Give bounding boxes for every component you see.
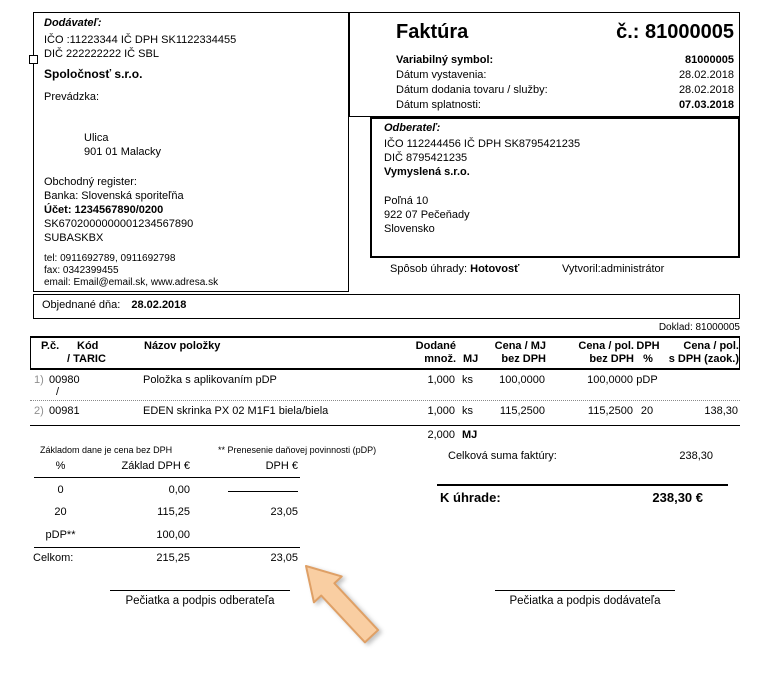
delivery-date-label: Dátum dodania tovaru / služby: bbox=[396, 84, 548, 96]
supplier-box bbox=[33, 12, 349, 292]
vat-0-base: 0,00 bbox=[168, 484, 190, 496]
sum-unit: MJ bbox=[462, 429, 478, 441]
supplier-label: Dodávateľ: bbox=[44, 17, 102, 29]
document-ref-label: Doklad: bbox=[658, 322, 693, 333]
col-price-mj-1: Cena / MJ bbox=[494, 340, 546, 352]
col-mj: MJ bbox=[463, 353, 479, 365]
item-2-line-price: 115,2500 bbox=[587, 405, 633, 417]
signature-supplier: Pečiatka a podpis dodávateľa bbox=[495, 590, 675, 607]
signature-customer: Pečiatka a podpis odberateľa bbox=[110, 590, 290, 607]
col-pc: P.č. bbox=[41, 340, 60, 352]
vat-head-vat: DPH € bbox=[265, 460, 298, 472]
item-2-code: 00981 bbox=[49, 405, 80, 417]
ordered-label: Objednané dňa: bbox=[42, 299, 121, 311]
totals-divider bbox=[437, 484, 728, 486]
col-name: Názov položky bbox=[144, 340, 221, 352]
vat-total-row bbox=[33, 552, 300, 567]
col-taric: / TARIC bbox=[67, 353, 106, 365]
vat-zero-dash bbox=[228, 491, 298, 492]
invoice-title: Faktúra bbox=[396, 21, 469, 43]
vat-head-pct: % bbox=[55, 460, 66, 472]
item-row-1 bbox=[30, 370, 740, 401]
supplier-street: Ulica bbox=[84, 132, 109, 144]
invoice-number: č.: 81000005 bbox=[616, 21, 734, 43]
vat-head-base: Základ DPH € bbox=[121, 460, 190, 472]
col-qty-2: množ. bbox=[424, 353, 456, 365]
created-by bbox=[562, 263, 664, 275]
due-date-value: 07.03.2018 bbox=[678, 99, 734, 111]
vat-row-pdp bbox=[33, 529, 300, 544]
items-sum-row bbox=[30, 426, 740, 446]
customer-dic: DIČ 8795421235 bbox=[384, 152, 468, 164]
items-table bbox=[30, 336, 740, 446]
supplier-dic: DIČ 222222222 IČ SBL bbox=[44, 48, 159, 60]
delivery-date-value: 28.02.2018 bbox=[678, 84, 734, 96]
col-dph: DPH bbox=[636, 340, 660, 352]
item-row-2 bbox=[30, 401, 740, 426]
supplier-account: Účet: 1234567890/0200 bbox=[44, 204, 164, 216]
vat-row-20 bbox=[33, 506, 300, 521]
totals-block bbox=[437, 450, 728, 508]
invoice-total-label: Celková suma faktúry: bbox=[448, 450, 557, 462]
vat-20-vat: 23,05 bbox=[270, 506, 298, 518]
due-date-label: Dátum splatnosti: bbox=[396, 99, 481, 111]
amount-due-label: K úhrade: bbox=[440, 490, 501, 505]
item-2-unit: ks bbox=[462, 405, 473, 417]
item-1-unit-price: 100,0000 bbox=[499, 374, 545, 386]
customer-box bbox=[370, 117, 740, 258]
resize-handle[interactable] bbox=[29, 55, 38, 64]
col-total-2: s DPH (zaok.) bbox=[668, 353, 739, 365]
sum-qty: 2,000 bbox=[427, 429, 455, 441]
created-by-label: Vytvoril: bbox=[562, 263, 601, 275]
supplier-swift: SUBASKBX bbox=[44, 232, 104, 244]
variable-symbol-value: 81000005 bbox=[685, 54, 734, 66]
item-1-vat: pDP bbox=[636, 374, 658, 386]
supplier-fax: fax: 0342399455 bbox=[44, 265, 119, 276]
issue-date-value: 28.02.2018 bbox=[678, 69, 734, 81]
vat-note-2: ** Prenesenie daňovej povinnosti (pDP) bbox=[218, 445, 377, 455]
item-1-num: 1) bbox=[34, 374, 44, 386]
supplier-iban: SK6702000000001234567890 bbox=[44, 218, 194, 230]
col-price-mj-2: bez DPH bbox=[501, 353, 546, 365]
vat-header-row bbox=[33, 460, 300, 475]
ordered-date: 28.02.2018 bbox=[131, 299, 187, 311]
vat-row-0 bbox=[33, 484, 300, 499]
payment-method-value: Hotovosť bbox=[470, 263, 520, 275]
customer-country: Slovensko bbox=[384, 223, 435, 235]
supplier-email: email: Email@email.sk, www.adresa.sk bbox=[44, 277, 219, 288]
variable-symbol-label: Variabilný symbol: bbox=[396, 54, 494, 66]
item-2-qty: 1,000 bbox=[427, 405, 455, 417]
item-2-name: EDEN skrinka PX 02 M1F1 biela/biela bbox=[143, 405, 329, 417]
supplier-bank: Banka: Slovenská sporiteľňa bbox=[44, 190, 184, 202]
supplier-tel: tel: 0911692789, 0911692798 bbox=[44, 253, 176, 264]
vat-20-base: 115,25 bbox=[157, 506, 190, 518]
vat-total-rule bbox=[34, 547, 300, 548]
item-1-unit: ks bbox=[462, 374, 473, 386]
customer-city: 922 07 Pečeňady bbox=[384, 209, 470, 221]
customer-name: Vymyslená s.r.o. bbox=[384, 166, 470, 178]
document-ref bbox=[659, 322, 740, 333]
col-price-pol-1: Cena / pol. bbox=[578, 340, 634, 352]
payment-method bbox=[390, 263, 519, 275]
col-total-1: Cena / pol. bbox=[683, 340, 739, 352]
vat-total-base: 215,25 bbox=[156, 552, 190, 564]
vat-note-1: Základom dane je cena bez DPH bbox=[40, 445, 173, 455]
supplier-city: 901 01 Malacky bbox=[84, 146, 162, 158]
customer-label: Odberateľ: bbox=[384, 122, 441, 134]
document-ref-value: 81000005 bbox=[695, 322, 740, 333]
vat-pdp-base: 100,00 bbox=[156, 529, 190, 541]
vat-pdp-pct: pDP** bbox=[45, 529, 76, 541]
customer-street: Poľná 10 bbox=[384, 195, 429, 207]
item-1-code: 00980 bbox=[49, 374, 80, 386]
items-table-header bbox=[30, 336, 740, 370]
col-price-pol-2: bez DPH bbox=[589, 353, 634, 365]
item-2-unit-price: 115,2500 bbox=[499, 405, 545, 417]
item-1-line-price: 100,0000 bbox=[587, 374, 633, 386]
item-1-qty: 1,000 bbox=[427, 374, 455, 386]
customer-ico: IČO 112244456 IČ DPH SK8795421235 bbox=[384, 138, 581, 150]
item-1-code2: / bbox=[56, 386, 60, 398]
vat-20-pct: 20 bbox=[54, 506, 67, 518]
item-1-name: Položka s aplikovaním pDP bbox=[143, 374, 277, 386]
created-by-value: administrátor bbox=[600, 263, 665, 275]
supplier-register-label: Obchodný register: bbox=[44, 176, 137, 188]
vat-total-label: Celkom: bbox=[33, 552, 74, 564]
item-2-vat: 20 bbox=[640, 405, 654, 417]
vat-header-rule bbox=[34, 477, 300, 478]
supplier-ico: IČO :11223344 IČ DPH SK1122334455 bbox=[44, 34, 237, 46]
issue-date-label: Dátum vystavenia: bbox=[396, 69, 487, 81]
ordered-band bbox=[33, 294, 740, 319]
supplier-name: Spoločnosť s.r.o. bbox=[44, 67, 143, 81]
invoice-header-box bbox=[349, 12, 740, 117]
col-dph-pct: % bbox=[643, 353, 653, 365]
highlight-arrow-icon bbox=[288, 558, 408, 658]
invoice-total-value: 238,30 bbox=[679, 450, 713, 462]
col-qty-1: Dodané bbox=[415, 340, 456, 352]
amount-due-value: 238,30 € bbox=[652, 490, 703, 505]
item-2-total: 138,30 bbox=[704, 405, 738, 417]
payment-method-label: Spôsob úhrady: bbox=[390, 263, 471, 275]
vat-0-pct: 0 bbox=[57, 484, 64, 496]
vat-total-vat: 23,05 bbox=[270, 552, 298, 564]
col-kod: Kód bbox=[77, 340, 99, 352]
supplier-premises-label: Prevádzka: bbox=[44, 91, 100, 103]
item-2-num: 2) bbox=[34, 405, 44, 417]
